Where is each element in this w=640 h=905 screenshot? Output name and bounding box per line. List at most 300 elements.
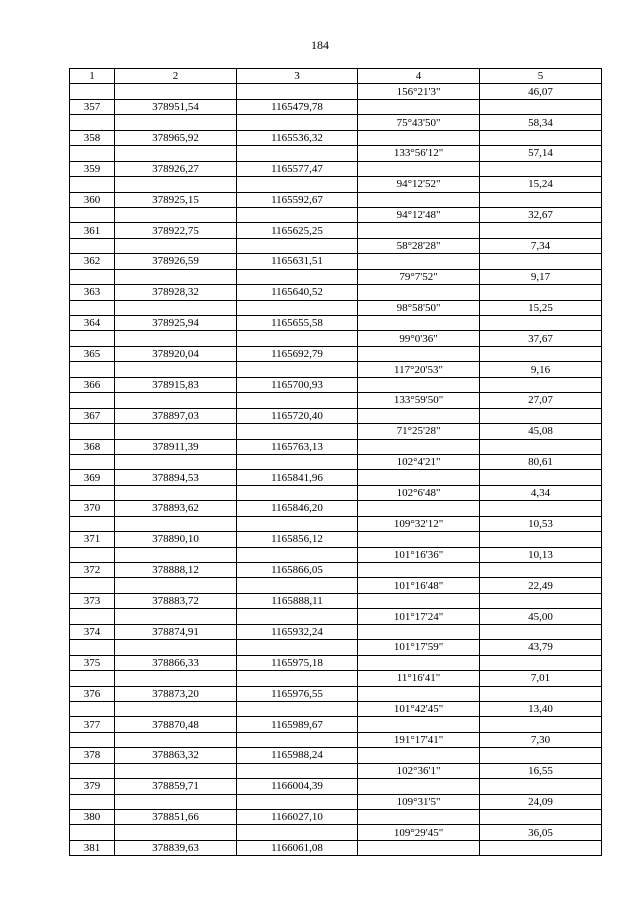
distance-cell: 9,16 xyxy=(480,362,602,377)
direction-angle-cell xyxy=(358,810,480,825)
point-number-cell: 359 xyxy=(70,161,115,176)
table-row xyxy=(70,84,602,99)
point-number-cell xyxy=(70,671,115,686)
distance-cell: 45,08 xyxy=(480,424,602,439)
y-coordinate-cell xyxy=(237,362,358,377)
point-number-cell: 361 xyxy=(70,223,115,238)
y-coordinate-cell xyxy=(237,578,358,593)
table-row xyxy=(70,532,602,547)
y-coordinate-cell xyxy=(237,393,358,408)
x-coordinate-cell xyxy=(115,84,237,99)
y-coordinate-cell xyxy=(237,424,358,439)
table-row xyxy=(70,578,602,593)
direction-angle-cell xyxy=(358,748,480,763)
table-row xyxy=(70,300,602,315)
distance-cell xyxy=(480,161,602,176)
point-number-cell xyxy=(70,84,115,99)
direction-angle-cell: 94°12'48" xyxy=(358,207,480,222)
table-body xyxy=(70,84,602,856)
direction-angle-cell xyxy=(358,408,480,423)
table-row xyxy=(70,748,602,763)
table-row xyxy=(70,516,602,531)
direction-angle-cell xyxy=(358,316,480,331)
y-coordinate-cell: 1165720,40 xyxy=(237,408,358,423)
direction-angle-cell xyxy=(358,593,480,608)
table-row xyxy=(70,825,602,840)
direction-angle-cell xyxy=(358,717,480,732)
y-coordinate-cell xyxy=(237,763,358,778)
table-row xyxy=(70,701,602,716)
point-number-cell: 368 xyxy=(70,439,115,454)
table-row xyxy=(70,640,602,655)
table-row xyxy=(70,269,602,284)
y-coordinate-cell xyxy=(237,671,358,686)
x-coordinate-cell xyxy=(115,331,237,346)
x-coordinate-cell: 378925,15 xyxy=(115,192,237,207)
x-coordinate-cell xyxy=(115,177,237,192)
x-coordinate-cell: 378915,83 xyxy=(115,377,237,392)
direction-angle-cell: 101°42'45" xyxy=(358,701,480,716)
y-coordinate-cell xyxy=(237,177,358,192)
table-row xyxy=(70,485,602,500)
distance-cell: 13,40 xyxy=(480,701,602,716)
point-number-cell xyxy=(70,794,115,809)
y-coordinate-cell: 1166061,08 xyxy=(237,840,358,855)
point-number-cell: 357 xyxy=(70,99,115,114)
table-row xyxy=(70,223,602,238)
table-row xyxy=(70,408,602,423)
y-coordinate-cell: 1165856,12 xyxy=(237,532,358,547)
point-number-cell xyxy=(70,609,115,624)
table-row xyxy=(70,810,602,825)
distance-cell xyxy=(480,192,602,207)
distance-cell: 24,09 xyxy=(480,794,602,809)
direction-angle-cell: 79°7'52" xyxy=(358,269,480,284)
distance-cell xyxy=(480,717,602,732)
direction-angle-cell xyxy=(358,130,480,145)
table-row xyxy=(70,439,602,454)
table-row xyxy=(70,470,602,485)
point-number-cell: 369 xyxy=(70,470,115,485)
y-coordinate-cell: 1165655,58 xyxy=(237,316,358,331)
y-coordinate-cell: 1165763,13 xyxy=(237,439,358,454)
table-row xyxy=(70,501,602,516)
x-coordinate-cell xyxy=(115,362,237,377)
point-number-cell: 360 xyxy=(70,192,115,207)
table-row xyxy=(70,763,602,778)
point-number-cell xyxy=(70,331,115,346)
distance-cell xyxy=(480,285,602,300)
point-number-cell xyxy=(70,362,115,377)
x-coordinate-cell: 378894,53 xyxy=(115,470,237,485)
distance-cell xyxy=(480,810,602,825)
distance-cell: 32,67 xyxy=(480,207,602,222)
distance-cell: 4,34 xyxy=(480,485,602,500)
direction-angle-cell xyxy=(358,655,480,670)
direction-angle-cell: 109°29'45" xyxy=(358,825,480,840)
point-number-cell xyxy=(70,393,115,408)
distance-cell: 37,67 xyxy=(480,331,602,346)
coordinates-table xyxy=(69,68,602,856)
direction-angle-cell: 101°17'24" xyxy=(358,609,480,624)
point-number-cell xyxy=(70,516,115,531)
table-row xyxy=(70,686,602,701)
header-cell-1: 1 xyxy=(70,69,115,84)
direction-angle-cell xyxy=(358,439,480,454)
x-coordinate-cell: 378890,10 xyxy=(115,532,237,547)
y-coordinate-cell: 1165888,11 xyxy=(237,593,358,608)
direction-angle-cell: 71°25'28" xyxy=(358,424,480,439)
y-coordinate-cell: 1165700,93 xyxy=(237,377,358,392)
direction-angle-cell xyxy=(358,99,480,114)
x-coordinate-cell: 378893,62 xyxy=(115,501,237,516)
y-coordinate-cell: 1165932,24 xyxy=(237,624,358,639)
page-number: 184 xyxy=(311,38,329,52)
point-number-cell xyxy=(70,454,115,469)
direction-angle-cell: 133°56'12" xyxy=(358,146,480,161)
distance-cell xyxy=(480,501,602,516)
direction-angle-cell: 156°21'3" xyxy=(358,84,480,99)
y-coordinate-cell xyxy=(237,516,358,531)
y-coordinate-cell: 1165625,25 xyxy=(237,223,358,238)
y-coordinate-cell xyxy=(237,84,358,99)
y-coordinate-cell: 1165866,05 xyxy=(237,563,358,578)
direction-angle-cell: 75°43'50" xyxy=(358,115,480,130)
y-coordinate-cell: 1166027,10 xyxy=(237,810,358,825)
header-row xyxy=(70,69,602,84)
direction-angle-cell: 99°0'36" xyxy=(358,331,480,346)
table-row xyxy=(70,609,602,624)
point-number-cell xyxy=(70,485,115,500)
x-coordinate-cell: 378851,66 xyxy=(115,810,237,825)
x-coordinate-cell xyxy=(115,671,237,686)
point-number-cell: 371 xyxy=(70,532,115,547)
table-row xyxy=(70,99,602,114)
point-number-cell xyxy=(70,763,115,778)
x-coordinate-cell xyxy=(115,825,237,840)
distance-cell: 45,00 xyxy=(480,609,602,624)
point-number-cell xyxy=(70,701,115,716)
point-number-cell: 367 xyxy=(70,408,115,423)
distance-cell xyxy=(480,377,602,392)
y-coordinate-cell: 1165846,20 xyxy=(237,501,358,516)
point-number-cell: 375 xyxy=(70,655,115,670)
distance-cell: 10,53 xyxy=(480,516,602,531)
y-coordinate-cell: 1165692,79 xyxy=(237,346,358,361)
point-number-cell: 374 xyxy=(70,624,115,639)
table-row xyxy=(70,346,602,361)
table-row xyxy=(70,779,602,794)
distance-cell xyxy=(480,532,602,547)
direction-angle-cell xyxy=(358,501,480,516)
table-row xyxy=(70,115,602,130)
x-coordinate-cell: 378839,63 xyxy=(115,840,237,855)
distance-cell: 7,30 xyxy=(480,732,602,747)
y-coordinate-cell xyxy=(237,269,358,284)
distance-cell xyxy=(480,748,602,763)
y-coordinate-cell xyxy=(237,146,358,161)
direction-angle-cell: 102°4'21" xyxy=(358,454,480,469)
direction-angle-cell xyxy=(358,779,480,794)
point-number-cell xyxy=(70,578,115,593)
point-number-cell xyxy=(70,825,115,840)
table-row xyxy=(70,454,602,469)
x-coordinate-cell: 378866,33 xyxy=(115,655,237,670)
header-cell-3: 3 xyxy=(237,69,358,84)
point-number-cell: 366 xyxy=(70,377,115,392)
direction-angle-cell: 102°6'48" xyxy=(358,485,480,500)
direction-angle-cell: 133°59'50" xyxy=(358,393,480,408)
table-row xyxy=(70,732,602,747)
distance-cell: 9,17 xyxy=(480,269,602,284)
direction-angle-cell: 98°58'50" xyxy=(358,300,480,315)
table-row xyxy=(70,316,602,331)
x-coordinate-cell xyxy=(115,794,237,809)
point-number-cell xyxy=(70,115,115,130)
distance-cell xyxy=(480,316,602,331)
point-number-cell: 377 xyxy=(70,717,115,732)
x-coordinate-cell xyxy=(115,640,237,655)
x-coordinate-cell xyxy=(115,732,237,747)
distance-cell: 36,05 xyxy=(480,825,602,840)
direction-angle-cell: 101°17'59" xyxy=(358,640,480,655)
direction-angle-cell xyxy=(358,346,480,361)
distance-cell: 22,49 xyxy=(480,578,602,593)
y-coordinate-cell xyxy=(237,825,358,840)
distance-cell xyxy=(480,408,602,423)
y-coordinate-cell: 1166004,39 xyxy=(237,779,358,794)
direction-angle-cell xyxy=(358,285,480,300)
point-number-cell xyxy=(70,207,115,222)
distance-cell: 57,14 xyxy=(480,146,602,161)
y-coordinate-cell xyxy=(237,640,358,655)
x-coordinate-cell xyxy=(115,485,237,500)
y-coordinate-cell xyxy=(237,701,358,716)
distance-cell xyxy=(480,655,602,670)
x-coordinate-cell: 378883,72 xyxy=(115,593,237,608)
point-number-cell: 363 xyxy=(70,285,115,300)
point-number-cell: 365 xyxy=(70,346,115,361)
distance-cell xyxy=(480,223,602,238)
table-row xyxy=(70,207,602,222)
distance-cell: 7,01 xyxy=(480,671,602,686)
x-coordinate-cell: 378911,39 xyxy=(115,439,237,454)
x-coordinate-cell: 378951,54 xyxy=(115,99,237,114)
distance-cell: 27,07 xyxy=(480,393,602,408)
y-coordinate-cell: 1165592,67 xyxy=(237,192,358,207)
point-number-cell: 364 xyxy=(70,316,115,331)
point-number-cell: 373 xyxy=(70,593,115,608)
y-coordinate-cell: 1165640,52 xyxy=(237,285,358,300)
point-number-cell xyxy=(70,300,115,315)
direction-angle-cell xyxy=(358,686,480,701)
direction-angle-cell xyxy=(358,840,480,855)
y-coordinate-cell: 1165989,67 xyxy=(237,717,358,732)
x-coordinate-cell xyxy=(115,701,237,716)
x-coordinate-cell: 378863,32 xyxy=(115,748,237,763)
table-row xyxy=(70,671,602,686)
direction-angle-cell xyxy=(358,532,480,547)
y-coordinate-cell xyxy=(237,238,358,253)
table-row xyxy=(70,424,602,439)
header-cell-4: 4 xyxy=(358,69,480,84)
point-number-cell: 378 xyxy=(70,748,115,763)
x-coordinate-cell: 378873,20 xyxy=(115,686,237,701)
x-coordinate-cell: 378920,04 xyxy=(115,346,237,361)
distance-cell: 58,34 xyxy=(480,115,602,130)
x-coordinate-cell: 378874,91 xyxy=(115,624,237,639)
distance-cell xyxy=(480,99,602,114)
x-coordinate-cell xyxy=(115,516,237,531)
table-row xyxy=(70,238,602,253)
distance-cell xyxy=(480,130,602,145)
x-coordinate-cell xyxy=(115,578,237,593)
distance-cell xyxy=(480,686,602,701)
table-row xyxy=(70,146,602,161)
x-coordinate-cell xyxy=(115,547,237,562)
x-coordinate-cell: 378965,92 xyxy=(115,130,237,145)
table-row xyxy=(70,393,602,408)
x-coordinate-cell: 378922,75 xyxy=(115,223,237,238)
point-number-cell xyxy=(70,547,115,562)
x-coordinate-cell xyxy=(115,207,237,222)
point-number-cell: 362 xyxy=(70,254,115,269)
point-number-cell xyxy=(70,177,115,192)
distance-cell xyxy=(480,624,602,639)
y-coordinate-cell: 1165841,96 xyxy=(237,470,358,485)
direction-angle-cell xyxy=(358,563,480,578)
point-number-cell xyxy=(70,146,115,161)
x-coordinate-cell: 378928,32 xyxy=(115,285,237,300)
point-number-cell xyxy=(70,640,115,655)
x-coordinate-cell xyxy=(115,393,237,408)
y-coordinate-cell xyxy=(237,115,358,130)
point-number-cell xyxy=(70,424,115,439)
distance-cell: 15,25 xyxy=(480,300,602,315)
x-coordinate-cell: 378888,12 xyxy=(115,563,237,578)
y-coordinate-cell: 1165577,47 xyxy=(237,161,358,176)
x-coordinate-cell: 378859,71 xyxy=(115,779,237,794)
y-coordinate-cell xyxy=(237,331,358,346)
direction-angle-cell: 94°12'52" xyxy=(358,177,480,192)
y-coordinate-cell xyxy=(237,207,358,222)
distance-cell: 7,34 xyxy=(480,238,602,253)
direction-angle-cell: 58°28'28" xyxy=(358,238,480,253)
x-coordinate-cell xyxy=(115,146,237,161)
y-coordinate-cell xyxy=(237,547,358,562)
y-coordinate-cell xyxy=(237,485,358,500)
direction-angle-cell xyxy=(358,223,480,238)
distance-cell: 80,61 xyxy=(480,454,602,469)
direction-angle-cell xyxy=(358,254,480,269)
point-number-cell: 376 xyxy=(70,686,115,701)
x-coordinate-cell xyxy=(115,269,237,284)
distance-cell xyxy=(480,563,602,578)
table-row xyxy=(70,624,602,639)
table-row xyxy=(70,840,602,855)
y-coordinate-cell: 1165479,78 xyxy=(237,99,358,114)
point-number-cell xyxy=(70,238,115,253)
table-row xyxy=(70,331,602,346)
x-coordinate-cell xyxy=(115,115,237,130)
x-coordinate-cell: 378870,48 xyxy=(115,717,237,732)
x-coordinate-cell xyxy=(115,454,237,469)
distance-cell xyxy=(480,346,602,361)
point-number-cell: 380 xyxy=(70,810,115,825)
y-coordinate-cell xyxy=(237,732,358,747)
distance-cell xyxy=(480,254,602,269)
point-number-cell: 358 xyxy=(70,130,115,145)
table-row xyxy=(70,717,602,732)
direction-angle-cell: 102°36'1" xyxy=(358,763,480,778)
direction-angle-cell: 101°16'48" xyxy=(358,578,480,593)
x-coordinate-cell: 378926,27 xyxy=(115,161,237,176)
x-coordinate-cell xyxy=(115,238,237,253)
table-row xyxy=(70,130,602,145)
direction-angle-cell: 101°16'36" xyxy=(358,547,480,562)
y-coordinate-cell xyxy=(237,300,358,315)
direction-angle-cell xyxy=(358,470,480,485)
table-row xyxy=(70,563,602,578)
y-coordinate-cell: 1165976,55 xyxy=(237,686,358,701)
y-coordinate-cell xyxy=(237,454,358,469)
direction-angle-cell xyxy=(358,624,480,639)
point-number-cell: 372 xyxy=(70,563,115,578)
x-coordinate-cell: 378897,03 xyxy=(115,408,237,423)
y-coordinate-cell: 1165536,32 xyxy=(237,130,358,145)
direction-angle-cell xyxy=(358,161,480,176)
table-row xyxy=(70,192,602,207)
distance-cell xyxy=(480,779,602,794)
x-coordinate-cell xyxy=(115,300,237,315)
point-number-cell xyxy=(70,732,115,747)
table-row xyxy=(70,547,602,562)
table-row xyxy=(70,593,602,608)
distance-cell xyxy=(480,593,602,608)
direction-angle-cell: 117°20'53" xyxy=(358,362,480,377)
direction-angle-cell: 109°32'12" xyxy=(358,516,480,531)
direction-angle-cell xyxy=(358,192,480,207)
point-number-cell xyxy=(70,269,115,284)
x-coordinate-cell: 378926,59 xyxy=(115,254,237,269)
distance-cell: 43,79 xyxy=(480,640,602,655)
point-number-cell: 379 xyxy=(70,779,115,794)
table-row xyxy=(70,655,602,670)
table-row xyxy=(70,161,602,176)
table-row xyxy=(70,177,602,192)
x-coordinate-cell xyxy=(115,424,237,439)
direction-angle-cell: 11°16'41" xyxy=(358,671,480,686)
table-row xyxy=(70,377,602,392)
table-row xyxy=(70,362,602,377)
direction-angle-cell: 191°17'41" xyxy=(358,732,480,747)
distance-cell xyxy=(480,439,602,454)
distance-cell: 10,13 xyxy=(480,547,602,562)
table-row xyxy=(70,285,602,300)
direction-angle-cell: 109°31'5" xyxy=(358,794,480,809)
x-coordinate-cell: 378925,94 xyxy=(115,316,237,331)
header-cell-2: 2 xyxy=(115,69,237,84)
distance-cell: 46,07 xyxy=(480,84,602,99)
distance-cell: 15,24 xyxy=(480,177,602,192)
distance-cell: 16,55 xyxy=(480,763,602,778)
y-coordinate-cell: 1165631,51 xyxy=(237,254,358,269)
y-coordinate-cell xyxy=(237,609,358,624)
y-coordinate-cell xyxy=(237,794,358,809)
point-number-cell: 381 xyxy=(70,840,115,855)
direction-angle-cell xyxy=(358,377,480,392)
table-row xyxy=(70,254,602,269)
